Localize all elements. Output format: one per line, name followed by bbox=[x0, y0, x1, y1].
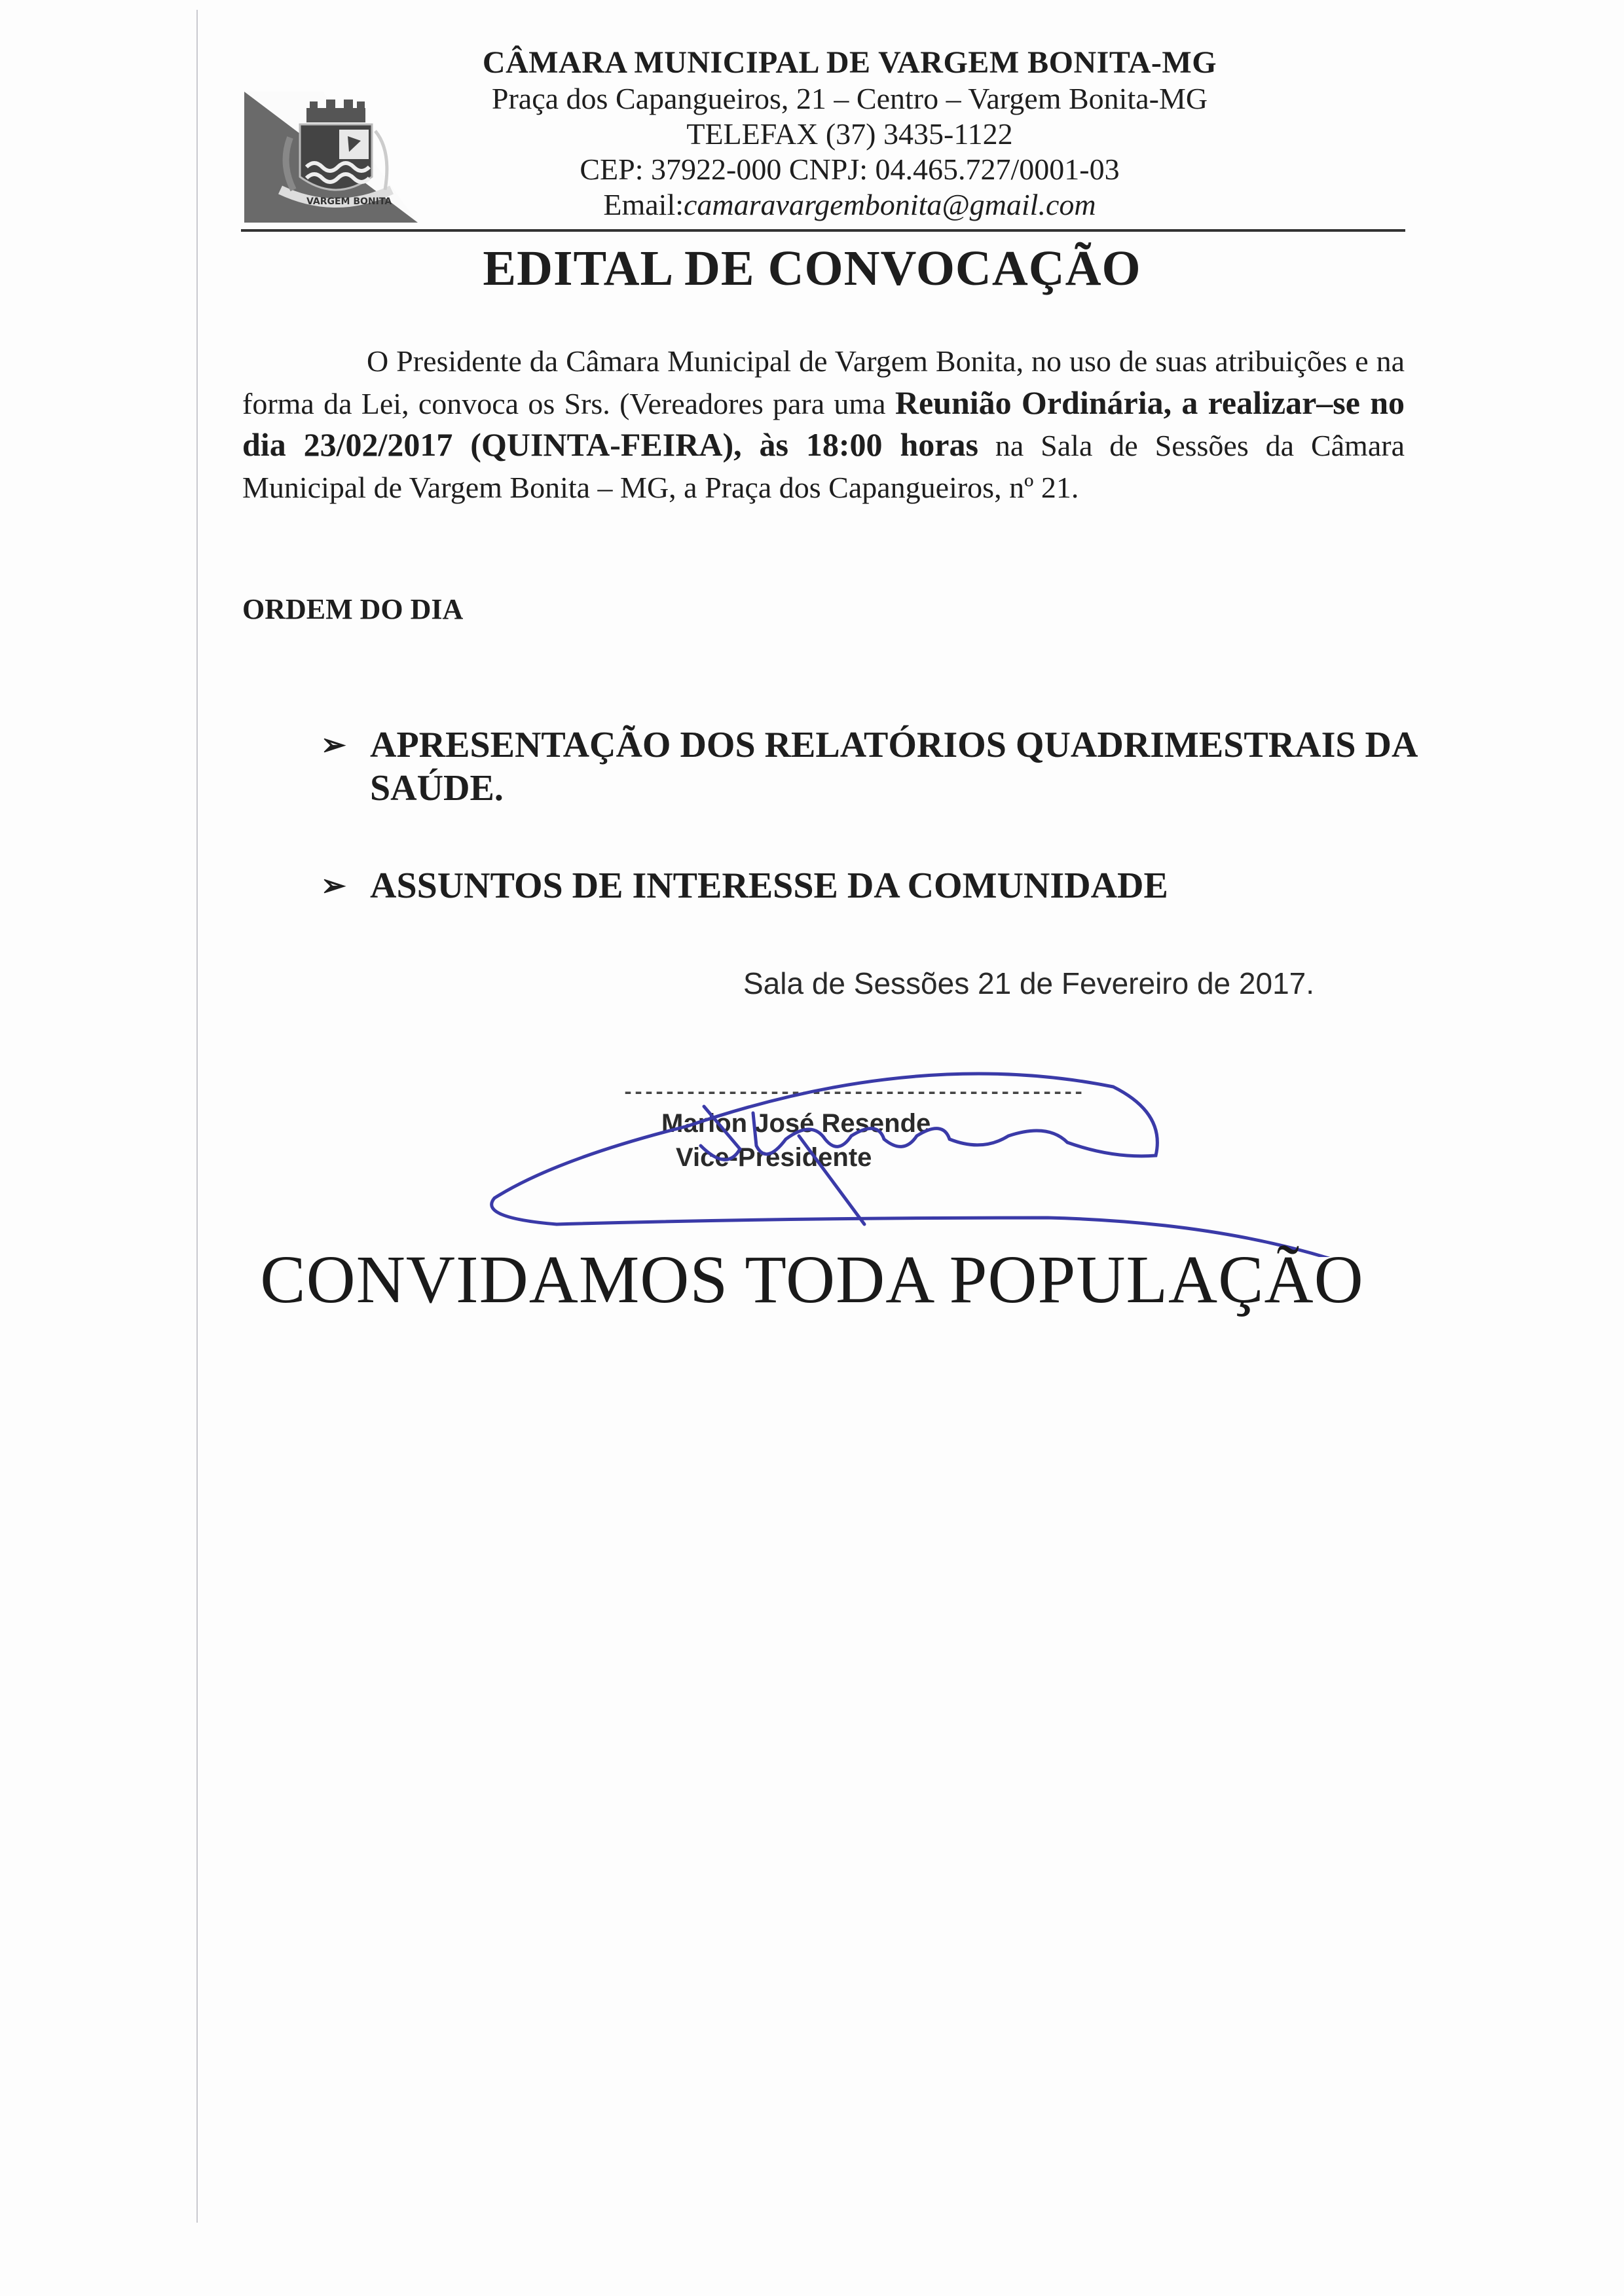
signer-role: Vice-Presidente bbox=[676, 1143, 872, 1172]
signer-name: Marlon José Resende bbox=[661, 1109, 931, 1138]
invitation-banner: CONVIDAMOS TODA POPULAÇÃO bbox=[260, 1242, 1364, 1317]
svg-text:VARGEM BONITA: VARGEM BONITA bbox=[306, 196, 392, 207]
letterhead bbox=[242, 39, 1405, 229]
agenda-item-label: ASSUNTOS DE INTERESSE DA COMUNIDADE bbox=[370, 866, 1168, 906]
institution-name: CÂMARA MUNICIPAL DE VARGEM BONITA-MG bbox=[482, 45, 1217, 80]
email-label: Email: bbox=[603, 188, 684, 221]
telefax: TELEFAX (37) 3435-1122 bbox=[686, 117, 1013, 151]
page-margin-line bbox=[196, 10, 198, 2223]
address: Praça dos Capangueiros, 21 – Centro – Vargem Bonita-MG bbox=[491, 82, 1208, 115]
document-title: EDITAL DE CONVOCAÇÃO bbox=[483, 241, 1141, 296]
agenda-item bbox=[321, 864, 1421, 907]
place-and-date: Sala de Sessões 21 de Fevereiro de 2017. bbox=[743, 966, 1315, 1000]
email-line bbox=[242, 187, 1405, 223]
convocation-paragraph bbox=[242, 340, 1405, 508]
agenda-item bbox=[321, 723, 1421, 810]
agenda-heading: ORDEM DO DIA bbox=[242, 593, 464, 625]
meeting-details: Reunião Ordinária, a realizar–se no dia 23/02/2017 (QUINTA-FEIRA), às 18:00 horas bbox=[242, 384, 1405, 463]
arrow-bullet-icon: ➢ bbox=[321, 728, 346, 761]
agenda-item-label: APRESENTAÇÃO DOS RELATÓRIOS QUADRIMESTRAIS DA SAÚDE. bbox=[370, 725, 1416, 809]
paragraph-text-1: O Presidente da Câmara Municipal de Vargem Bonita, no uso de suas atribuições e na forma da Lei, convoca os Srs. (Vereadores para uma bbox=[242, 344, 1405, 420]
cep-cnpj: CEP: 37922-000 CNPJ: 04.465.727/0001-03 bbox=[580, 153, 1120, 186]
handwritten-signature-icon bbox=[458, 1008, 1467, 1257]
email-address: camaravargembonita@gmail.com bbox=[684, 188, 1096, 221]
arrow-bullet-icon: ➢ bbox=[321, 869, 346, 902]
paragraph-text-2: na Sala de Sessões da Câmara Municipal de Vargem Bonita – MG, a Praça dos Capangueiros, nº 21. bbox=[242, 429, 1405, 504]
header-divider bbox=[241, 229, 1405, 232]
signature-line: -------------------------------------------- bbox=[622, 1082, 1084, 1104]
